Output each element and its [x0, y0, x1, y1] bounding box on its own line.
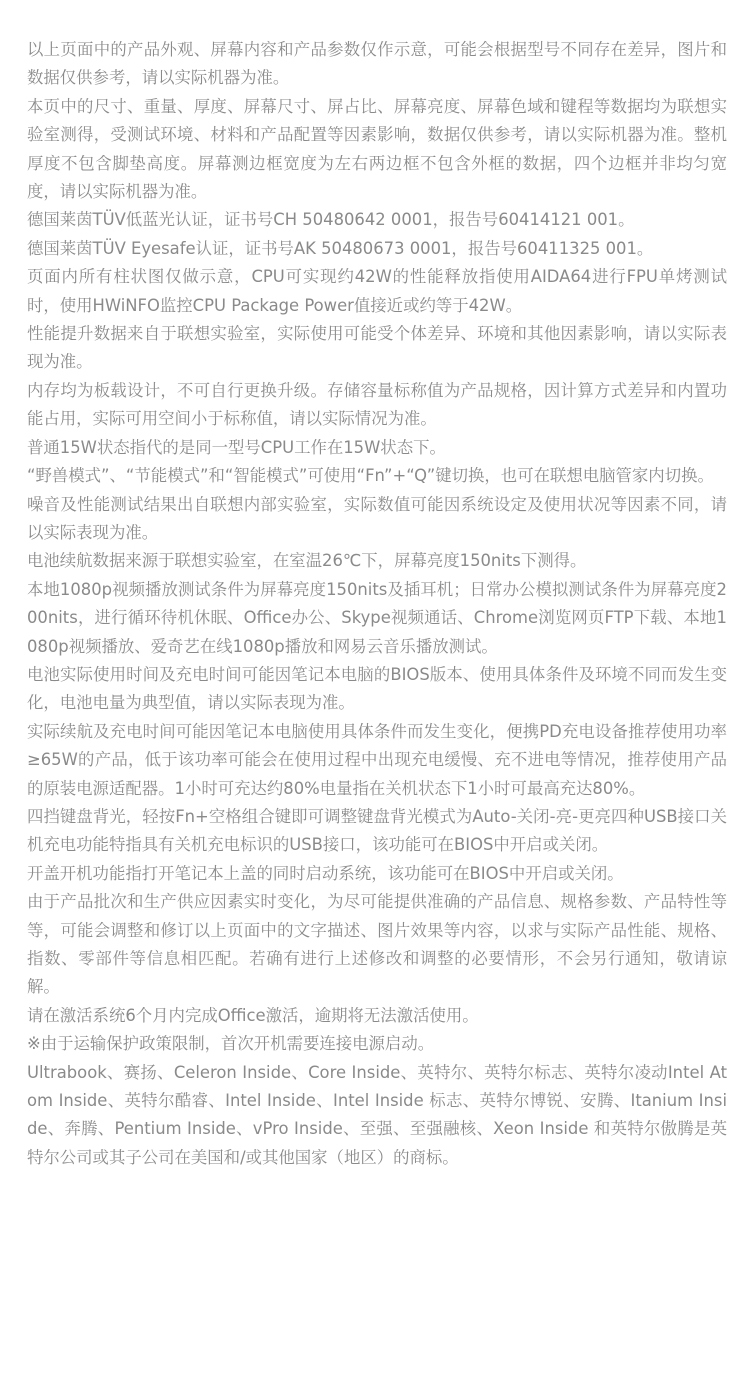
note-paragraph: 性能提升数据来自于联想实验室，实际使用可能受个体差异、环境和其他因素影响，请以实际表现为准。 — [27, 324, 727, 372]
note-paragraph: 实际续航及充电时间可能因笔记本电脑使用具体条件而发生变化，便携PD充电设备推荐使用功率≥65W的产品，低于该功率可能会在使用过程中出现充电缓慢、充不进电等情况，推荐使用产品的原装电源适配器。1小时可充达约80%电量指在关机状态下1小时可最高充达80%。 — [27, 721, 727, 798]
note-paragraph: 开盖开机功能指打开笔记本上盖的同时启动系统，该功能可在BIOS中开启或关闭。 — [27, 863, 624, 883]
note-paragraph: 本地1080p视频播放测试条件为屏幕亮度150nits及插耳机；日常办公模拟测试条件为屏幕亮度200nits，进行循环待机休眠、Office办公、Skype视频通话、Chrome浏览网页FTP下载、本地1080p视频播放、爱奇艺在线1080p播放和网易云音乐播放测试。 — [27, 579, 727, 656]
note-paragraph: 页面内所有柱状图仅做示意，CPU可实现约42W的性能释放指使用AIDA64进行FPU单烤测试时，使用HWiNFO监控CPU Package Power值接近或约等于42W。 — [27, 267, 727, 315]
note-paragraph: 噪音及性能测试结果出自联想内部实验室，实际数值可能因系统设定及使用状况等因素不同，请以实际表现为准。 — [27, 494, 727, 542]
note-paragraph: 内存均为板载设计，不可自行更换升级。存储容量标称值为产品规格，因计算方式差异和内置功能占用，实际可用空间小于标称值，请以实际情况为准。 — [27, 380, 727, 429]
note-paragraph: 以上页面中的产品外观、屏幕内容和产品参数仅作示意，可能会根据型号不同存在差异，图片和数据仅供参考，请以实际机器为准。 — [27, 40, 727, 88]
note-paragraph: 四挡键盘背光，轻按Fn+空格组合键即可调整键盘背光模式为Auto-关闭-亮-更亮四种USB接口关机充电功能特指具有关机充电标识的USB接口，该功能可在BIOS中开启或关闭。 — [27, 806, 727, 855]
note-paragraph: 电池实际使用时间及充电时间可能因笔记本电脑的BIOS版本、使用具体条件及环境不同而发生变化，电池电量为典型值，请以实际表现为准。 — [27, 664, 727, 713]
note-paragraph: Ultrabook、赛扬、Celeron Inside、Core Inside、英特尔、英特尔标志、英特尔凌动Intel Atom Inside、英特尔酷睿、Intel Inside、Intel Inside 标志、英特尔博锐、安腾、Itanium Inside、奔腾、Pentium Inside、vPro Inside、至强、至强融核、Xeon Inside 和英特尔傲腾是英特尔公司或其子公司在美国和/或其他国家（地区）的商标。 — [27, 1062, 727, 1167]
note-paragraph: 德国莱茵TÜV低蓝光认证，证书号CH 50480642 0001，报告号60414121 001。 — [27, 210, 635, 230]
note-paragraph: 请在激活系统6个月内完成Office激活，逾期将无法激活使用。 — [27, 1005, 479, 1025]
note-paragraph: 本页中的尺寸、重量、厚度、屏幕尺寸、屏占比、屏幕亮度、屏幕色域和键程等数据均为联想实验室测得，受测试环境、材料和产品配置等因素影响，数据仅供参考，请以实际机器为准。整机厚度不包含脚垫高度。屏幕测边框宽度为左右两边框不包含外框的数据，四个边框并非均匀宽度，请以实际机器为准。 — [27, 96, 727, 202]
disclaimer-notes — [27, 36, 727, 1172]
note-paragraph: 电池续航数据来源于联想实验室，在室温26℃下，屏幕亮度150nits下测得。 — [27, 551, 587, 571]
note-paragraph: “野兽模式”、“节能模式”和“智能模式”可使用“Fn”+“Q”键切换，也可在联想电脑管家内切换。 — [27, 466, 714, 486]
note-paragraph: 由于产品批次和生产供应因素实时变化，为尽可能提供准确的产品信息、规格参数、产品特性等等，可能会调整和修订以上页面中的文字描述、图片效果等内容，以求与实际产品性能、规格、指数、零部件等信息相匹配。若确有进行上述修改和调整的必要情形，不会另行通知，敬请谅解。 — [27, 892, 727, 997]
note-paragraph: ※由于运输保护政策限制，首次开机需要连接电源启动。 — [27, 1034, 435, 1054]
note-paragraph: 普通15W状态指代的是同一型号CPU工作在15W状态下。 — [27, 437, 446, 457]
note-paragraph: 德国莱茵TÜV Eyesafe认证，证书号AK 50480673 0001，报告号60411325 001。 — [27, 238, 654, 258]
